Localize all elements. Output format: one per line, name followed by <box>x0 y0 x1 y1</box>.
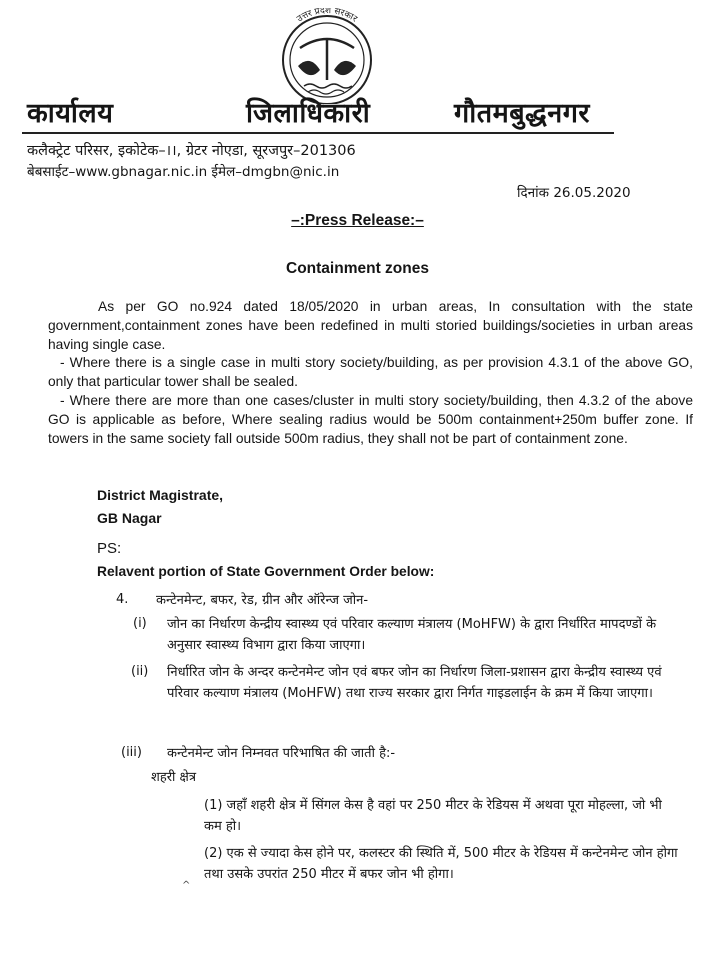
address-line: कलैक्ट्रेट परिसर, इकोटेक–।।, ग्रेटर नोएडा, सूरजपुर–201306 <box>27 143 356 159</box>
press-release-subtitle: Containment zones <box>286 260 429 277</box>
order-item-title: कन्टेनमेन्ट, बफर, रेड, ग्रीन और ऑरेन्ज जोन- <box>156 593 369 608</box>
order-sub1-text: जोन का निर्धारण केन्द्रीय स्वास्थ्य एवं परिवार कल्याण मंत्रालय (MoHFW) के द्वारा निर्धारित मापदण्डों के अनुसार स्वास्थ्य विभाग द्वारा किया जाएगा। <box>167 617 657 653</box>
paragraph-cluster-case: - Where there are more than one cases/cluster in multi story society/building, then 4.3.2 of the above GO is applicable as before, Where sealing radius would be 500m containment+250m buffer zone. If towers in the same society fall outside 500m radius, they shall not be part of containment zone. <box>48 392 693 446</box>
relevant-portion-heading: Relavent portion of State Government Order below: <box>97 564 435 579</box>
signature-title: District Magistrate, <box>97 487 224 503</box>
paragraph-single-case: - Where there is a single case in multi story society/building, as per provision 4.3.1 of the above GO, only that particular tower shall be sealed. <box>48 355 693 390</box>
signature-place: GB Nagar <box>97 510 162 526</box>
order-sub3-text: कन्टेनमेन्ट जोन निम्नवत परिभाषित की जाती है:- <box>167 746 396 761</box>
order-sub3-label: (iii) <box>121 745 142 760</box>
header-district-name: गौतमबुद्धनगर <box>454 98 590 129</box>
document-date: दिनांक 26.05.2020 <box>517 185 631 201</box>
up-government-emblem-icon <box>258 8 396 104</box>
press-release-title: –:Press Release:– <box>291 212 424 229</box>
scan-mark: ^ <box>182 880 191 891</box>
urban-area-label: शहरी क्षेत्र <box>151 770 197 785</box>
paragraph-go-reference: As per GO no.924 dated 18/05/2020 in urban areas, In consultation with the state government,containment zones have been redefined in multi storied buildings/societies in urban areas having single case. <box>48 299 693 352</box>
header-district-magistrate-word: जिलाधिकारी <box>246 98 371 129</box>
press-release-body <box>48 298 693 448</box>
order-point-2: (2) एक से ज्यादा केस होने पर, कलस्टर की स्थिति में, 500 मीटर के रेडियस में कन्टेनमेन्ट जोन होगा तथा उसके उपरांत 250 मीटर में बफर जोन भी होगा। <box>204 846 678 882</box>
order-sub2-label: (ii) <box>131 664 149 679</box>
order-sub1-label: (i) <box>133 616 147 631</box>
ps-label: PS: <box>97 540 122 557</box>
header-office-word: कार्यालय <box>27 98 114 129</box>
website-email-line: बेबसाईट–www.gbnagar.nic.in ईमेल–dmgbn@nic.in <box>27 164 340 180</box>
order-point-1: (1) जहाँ शहरी क्षेत्र में सिंगल केस है वहां पर 250 मीटर के रेडियस में अथवा पूरा मोहल्ला, जो भी कम हो। <box>204 798 662 834</box>
order-item-number: 4. <box>116 592 129 607</box>
emblem <box>258 8 396 104</box>
order-sub2-text: निर्धारित जोन के अन्दर कन्टेनमेन्ट जोन एवं बफर जोन का निर्धारण जिला-प्रशासन द्वारा केन्द्रीय स्वास्थ्य एवं परिवार कल्याण मंत्रालय (MoHFW) तथा राज्य सरकार द्वारा निर्गत गाइडलाईन के क्रम में किया जाएगा। <box>167 665 662 701</box>
header-divider <box>22 132 614 134</box>
emblem-arc-text: उत्तर प्रदेश सरकार <box>295 8 359 25</box>
